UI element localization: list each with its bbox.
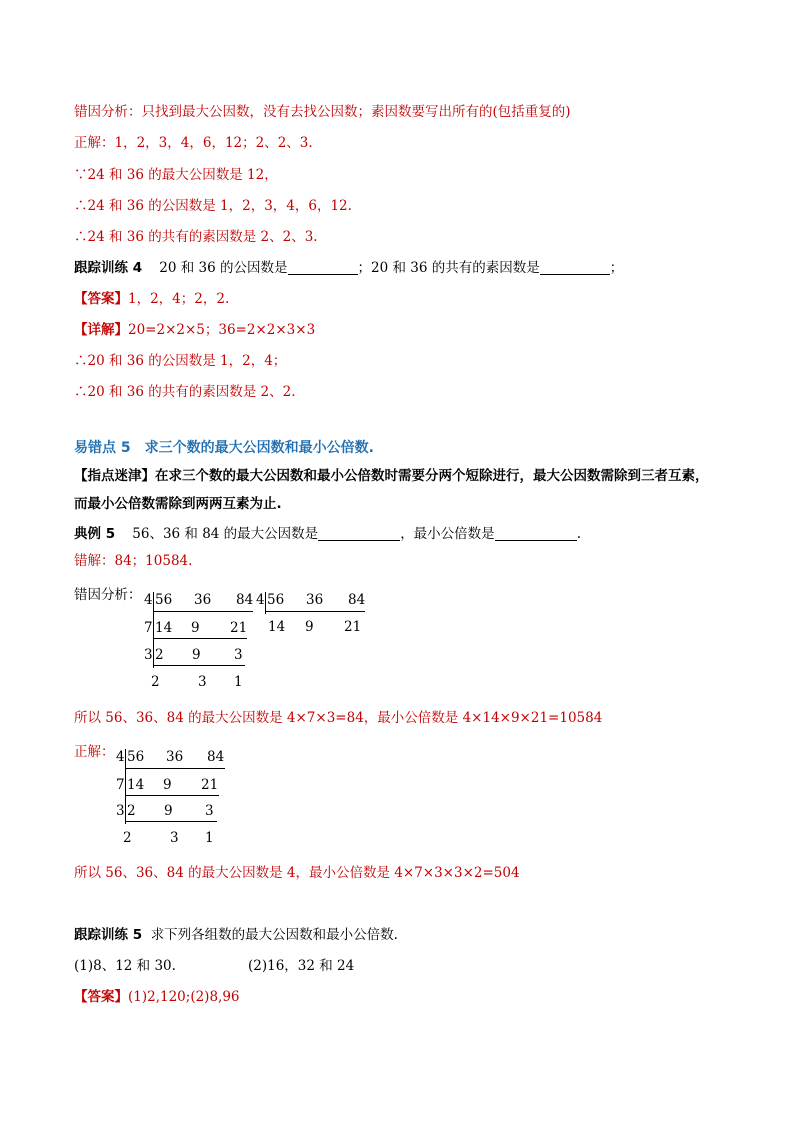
practice-5-text: 求下列各组数的最大公因数和最小公倍数. [150, 927, 398, 943]
hint-5-text-1: 在求三个数的最大公因数和最小公倍数时需要分两个短除进行，最大公因数需除到三者互素， [155, 468, 709, 484]
hint-5-line-1 [74, 467, 709, 485]
practice-4-text-3: ； [609, 260, 624, 276]
detail-4-line-2: ∴20 和 36 的公因数是 1，2，4； [74, 353, 287, 369]
answer-4-text: 1，2，4；2，2. [128, 291, 230, 307]
ladder-c-rule [125, 795, 219, 796]
ladder-a-rule [153, 638, 247, 639]
ladder-c-rule [125, 768, 225, 769]
ladder-number: 14 [268, 619, 286, 635]
answer-blank[interactable] [495, 526, 577, 541]
ladder-result: 2 [123, 830, 132, 846]
hint-5-tag: 【指点迷津】 [74, 468, 155, 484]
detail-4-tag: 【详解】 [74, 322, 128, 338]
step-4-1: ∵24 和 36 的最大公因数是 12， [74, 167, 278, 183]
ladder-number: 21 [230, 620, 248, 636]
ladder-divisor: 7 [116, 777, 125, 793]
step-4-3: ∴24 和 36 的共有的素因数是 2、2、3. [74, 229, 318, 245]
ladder-divisor: 4 [144, 592, 153, 608]
answer-blank[interactable] [288, 260, 358, 275]
wrong-answer-5: 错解：84；10584. [74, 553, 193, 569]
error-analysis-4: 错因分析：只找到最大公因数，没有去找公因数；素因数要写出所有的(包括重复的) [74, 104, 571, 120]
ladder-number: 56 [155, 592, 173, 608]
step-4-2: ∴24 和 36 的公因数是 1，2，3，4，6，12. [74, 198, 352, 214]
ladder-number: 3 [234, 647, 243, 663]
ladder-number: 21 [201, 777, 219, 793]
ladder-c-rule [125, 821, 217, 822]
ladder-number: 2 [127, 803, 136, 819]
ladder-number: 56 [127, 749, 145, 765]
ladder-number: 14 [127, 777, 145, 793]
ladder-number: 21 [344, 619, 362, 635]
ladder-number: 2 [155, 647, 164, 663]
ladder-number: 84 [236, 592, 254, 608]
ladder-number: 14 [155, 620, 173, 636]
practice-5-q2: (2)16，32 和 24 [248, 958, 355, 974]
ladder-divisor: 7 [144, 620, 153, 636]
answer-blank[interactable] [318, 526, 400, 541]
practice-4-text-1: 20 和 36 的公因数是 [159, 260, 288, 276]
practice-5-label: 跟踪训练 5 [74, 927, 143, 943]
ladder-a-divider [153, 592, 154, 668]
section-5-title: 易错点 5 求三个数的最大公因数和最小公倍数. [74, 440, 374, 456]
ladder-number: 3 [205, 803, 214, 819]
ladder-b-rule [265, 611, 365, 612]
ladder-number: 9 [192, 647, 201, 663]
detail-4-text: 20=2×2×5；36=2×2×3×3 [128, 322, 316, 338]
practice-4-text-2: ；20 和 36 的共有的素因数是 [357, 260, 540, 276]
example-5-text-1: 56、36 和 84 的最大公因数是 [132, 526, 319, 542]
correct-conclusion-5: 所以 56、36、84 的最大公因数是 4，最小公倍数是 4×7×3×3×2=504 [74, 865, 520, 881]
answer-5-tag: 【答案】 [74, 989, 128, 1005]
answer-5 [74, 988, 240, 1006]
correct-5-label: 正解： [74, 744, 115, 760]
detail-4 [74, 321, 315, 339]
wrong-analysis-5-label: 错因分析： [74, 587, 142, 603]
ladder-number: 9 [191, 620, 200, 636]
example-5 [74, 525, 581, 543]
answer-4 [74, 290, 229, 308]
ladder-number: 36 [306, 592, 324, 608]
ladder-c-divider [125, 749, 126, 824]
ladder-divisor: 4 [256, 592, 265, 608]
answer-blank[interactable] [540, 260, 610, 275]
ladder-number: 84 [207, 749, 225, 765]
ladder-number: 9 [163, 777, 172, 793]
practice-4-label: 跟踪训练 4 [74, 260, 143, 276]
answer-5-text: (1)2,120;(2)8,96 [128, 989, 240, 1005]
ladder-number: 36 [166, 749, 184, 765]
practice-5 [74, 926, 398, 944]
ladder-divisor: 4 [116, 749, 125, 765]
practice-5-q1: (1)8、12 和 30. [74, 958, 176, 974]
ladder-divisor: 3 [144, 647, 153, 663]
example-5-text-2: ，最小公倍数是 [400, 526, 495, 542]
ladder-result: 3 [198, 674, 207, 690]
ladder-number: 9 [164, 803, 173, 819]
ladder-result: 1 [234, 674, 243, 690]
wrong-conclusion-5: 所以 56、36、84 的最大公因数是 4×7×3=84，最小公倍数是 4×14×9×21=10584 [74, 710, 603, 726]
example-5-label: 典例 5 [74, 526, 116, 542]
detail-4-line-3: ∴20 和 36 的共有的素因数是 2、2. [74, 384, 296, 400]
ladder-result: 1 [205, 830, 214, 846]
ladder-number: 84 [348, 592, 366, 608]
ladder-number: 56 [267, 592, 285, 608]
ladder-result: 3 [170, 830, 179, 846]
ladder-a-rule [153, 611, 253, 612]
ladder-divisor: 3 [116, 803, 125, 819]
example-5-text-3: . [576, 526, 581, 542]
ladder-a-rule [153, 665, 245, 666]
practice-4 [74, 259, 623, 277]
ladder-number: 36 [194, 592, 212, 608]
correct-answer-4: 正解：1，2，3，4，6，12；2、2、3. [74, 135, 313, 151]
answer-4-tag: 【答案】 [74, 291, 128, 307]
hint-5-line-2: 而最小公倍数需除到两两互素为止. [74, 496, 282, 512]
ladder-result: 2 [151, 674, 160, 690]
ladder-number: 9 [305, 619, 314, 635]
